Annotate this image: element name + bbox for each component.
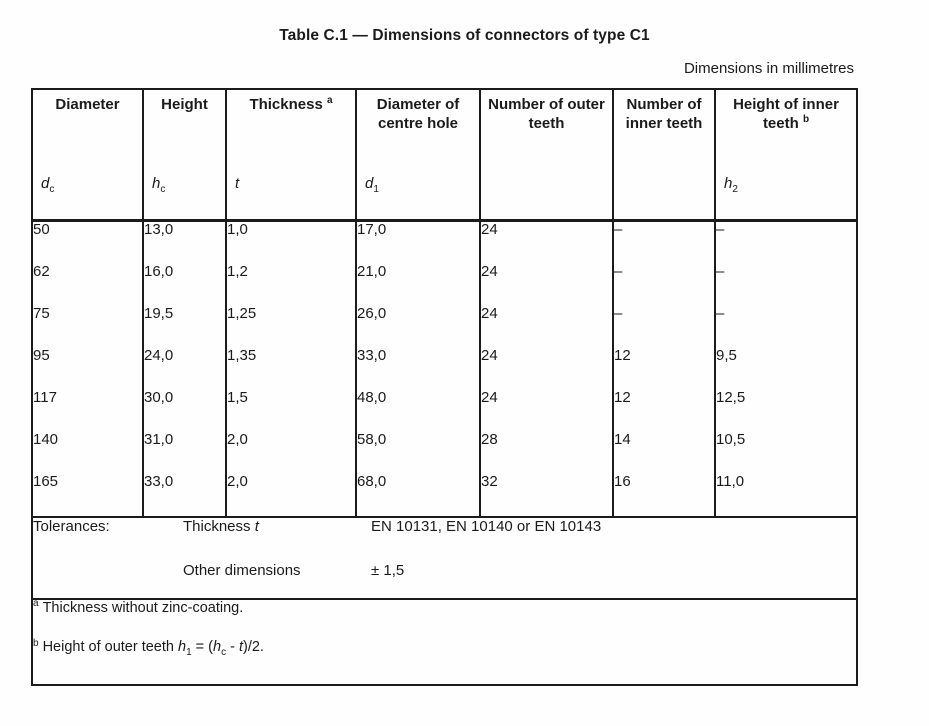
column-header-thickness bbox=[226, 89, 356, 221]
column-header-inner-teeth-height bbox=[715, 89, 857, 221]
tolerances-section bbox=[32, 517, 857, 599]
symbol-sub: c bbox=[49, 184, 55, 195]
table-cell: – bbox=[715, 264, 857, 306]
tolerance-item-text: Thickness bbox=[183, 518, 251, 535]
table-row bbox=[32, 348, 857, 390]
formula-h1-sub: 1 bbox=[186, 647, 192, 659]
footnotes-section bbox=[32, 599, 857, 685]
table-cell: 24 bbox=[480, 390, 613, 432]
column-title bbox=[716, 90, 856, 134]
table-cell: 17,0 bbox=[356, 221, 480, 265]
table-cell: 2,0 bbox=[226, 474, 356, 517]
footnote-b bbox=[33, 637, 856, 659]
table-cell: 12 bbox=[613, 390, 715, 432]
table-cell: 12,5 bbox=[715, 390, 857, 432]
column-header-centre-hole bbox=[356, 89, 480, 221]
table-row bbox=[32, 306, 857, 348]
footnote-a bbox=[33, 600, 856, 617]
tolerance-item bbox=[183, 518, 371, 535]
tolerance-item-symbol: t bbox=[254, 518, 259, 535]
symbol-sub: 1 bbox=[373, 184, 379, 195]
tolerance-value: EN 10131, EN 10140 or EN 10143 bbox=[371, 518, 602, 535]
table-sheet bbox=[31, 60, 856, 686]
table-cell: 1,2 bbox=[226, 264, 356, 306]
table-cell: – bbox=[613, 264, 715, 306]
table-cell: 1,0 bbox=[226, 221, 356, 265]
symbol-base: h bbox=[152, 175, 161, 192]
footnotes-row bbox=[32, 599, 857, 685]
column-title-text: Number of inner teeth bbox=[625, 96, 703, 132]
column-title-text: Thickness bbox=[249, 96, 323, 113]
column-title bbox=[33, 90, 142, 115]
footnote-b-marker: b bbox=[33, 637, 39, 649]
symbol-sub: c bbox=[160, 184, 166, 195]
symbol-base: d bbox=[41, 175, 50, 192]
symbol-base: h bbox=[724, 175, 733, 192]
table-cell: 9,5 bbox=[715, 348, 857, 390]
footnote-ref-b: b bbox=[802, 113, 810, 125]
column-header-diameter bbox=[32, 89, 143, 221]
dimensions-table bbox=[31, 88, 858, 686]
footnote-a-marker: a bbox=[33, 598, 39, 610]
table-cell: 50 bbox=[33, 221, 50, 238]
units-note: Dimensions in millimetres bbox=[683, 60, 854, 77]
table-cell: 21,0 bbox=[356, 264, 480, 306]
formula-t: t bbox=[238, 639, 243, 656]
footnote-b-text: Height of outer teeth bbox=[42, 639, 174, 656]
table-cell: 33,0 bbox=[356, 348, 480, 390]
table-cell: 28 bbox=[480, 432, 613, 474]
formula-equals: = ( bbox=[195, 639, 213, 656]
column-symbol bbox=[365, 175, 379, 195]
column-title bbox=[144, 90, 225, 115]
table-cell: – bbox=[715, 221, 857, 265]
column-title-text: Diameter of centre hole bbox=[376, 96, 460, 132]
column-header-outer-teeth bbox=[480, 89, 613, 221]
table-cell: 13,0 bbox=[143, 221, 226, 265]
tolerance-line-other bbox=[33, 562, 856, 579]
table-cell: 31,0 bbox=[143, 432, 226, 474]
table-row bbox=[32, 221, 857, 265]
tolerance-value: ± 1,5 bbox=[371, 562, 405, 579]
column-title bbox=[357, 90, 479, 134]
footnote-a-text: Thickness without zinc-coating. bbox=[42, 600, 244, 616]
table-cell: 75 bbox=[33, 305, 50, 322]
table-cell: – bbox=[613, 306, 715, 348]
table-cell: 16 bbox=[613, 474, 715, 517]
table-cell: 24 bbox=[480, 264, 613, 306]
table-cell: 24 bbox=[480, 306, 613, 348]
symbol-base: d bbox=[365, 175, 374, 192]
column-symbol bbox=[152, 175, 166, 195]
table-cell: 11,0 bbox=[715, 474, 857, 517]
table-cell: 10,5 bbox=[715, 432, 857, 474]
table-cell: 26,0 bbox=[356, 306, 480, 348]
formula-hc-sub: c bbox=[221, 647, 227, 659]
formula-minus: - bbox=[230, 639, 239, 656]
tolerance-item: Other dimensions bbox=[183, 562, 301, 579]
table-cell: 2,0 bbox=[226, 432, 356, 474]
column-header-inner-teeth bbox=[613, 89, 715, 221]
table-cell: 24,0 bbox=[143, 348, 226, 390]
table-cell: 33,0 bbox=[143, 474, 226, 517]
tolerance-line-thickness bbox=[33, 518, 856, 535]
column-symbol bbox=[235, 175, 239, 192]
table-cell: 1,25 bbox=[226, 306, 356, 348]
table-cell: 24 bbox=[480, 348, 613, 390]
symbol-base: t bbox=[235, 175, 240, 192]
column-title bbox=[614, 90, 714, 134]
table-cell: 1,5 bbox=[226, 390, 356, 432]
table-cell: 140 bbox=[33, 431, 59, 448]
table-title: Table C.1 — Dimensions of connectors of type C1 bbox=[279, 27, 650, 44]
table-cell: 165 bbox=[33, 473, 59, 490]
column-title-text: Height bbox=[161, 96, 208, 113]
tolerances-label-spacer bbox=[33, 562, 183, 579]
table-row bbox=[32, 432, 857, 474]
formula-suffix: )/2. bbox=[243, 639, 264, 656]
tolerances-row bbox=[32, 517, 857, 599]
column-title-text: Diameter bbox=[55, 96, 120, 113]
column-title-text: Height of inner teeth bbox=[733, 96, 839, 132]
table-cell: 68,0 bbox=[356, 474, 480, 517]
table-cell: – bbox=[613, 221, 715, 265]
table-row bbox=[32, 474, 857, 517]
table-cell: – bbox=[715, 306, 857, 348]
table-cell: 12 bbox=[613, 348, 715, 390]
tolerances-label: Tolerances: bbox=[33, 518, 110, 535]
table-cell: 24 bbox=[480, 221, 613, 265]
symbol-sub: 2 bbox=[732, 184, 738, 195]
table-cell: 19,5 bbox=[143, 306, 226, 348]
header-row bbox=[32, 89, 857, 221]
footnote-ref-a: a bbox=[326, 95, 333, 106]
table-cell: 48,0 bbox=[356, 390, 480, 432]
table-cell: 16,0 bbox=[143, 264, 226, 306]
column-title-text: Number of outer teeth bbox=[488, 96, 605, 132]
table-cell: 32 bbox=[480, 474, 613, 517]
formula-h1-base: h bbox=[178, 639, 187, 656]
table-cell: 14 bbox=[613, 432, 715, 474]
table-row bbox=[32, 264, 857, 306]
column-symbol bbox=[724, 175, 738, 195]
table-cell: 30,0 bbox=[143, 390, 226, 432]
column-title bbox=[481, 90, 612, 134]
column-symbol bbox=[41, 175, 55, 195]
column-header-height bbox=[143, 89, 226, 221]
column-title bbox=[227, 90, 355, 115]
table-cell: 58,0 bbox=[356, 432, 480, 474]
table-cell: 117 bbox=[33, 389, 57, 406]
table-cell: 1,35 bbox=[226, 348, 356, 390]
table-cell: 95 bbox=[33, 347, 50, 364]
table-row bbox=[32, 390, 857, 432]
formula-hc-base: h bbox=[213, 639, 222, 656]
table-cell: 62 bbox=[33, 263, 50, 280]
